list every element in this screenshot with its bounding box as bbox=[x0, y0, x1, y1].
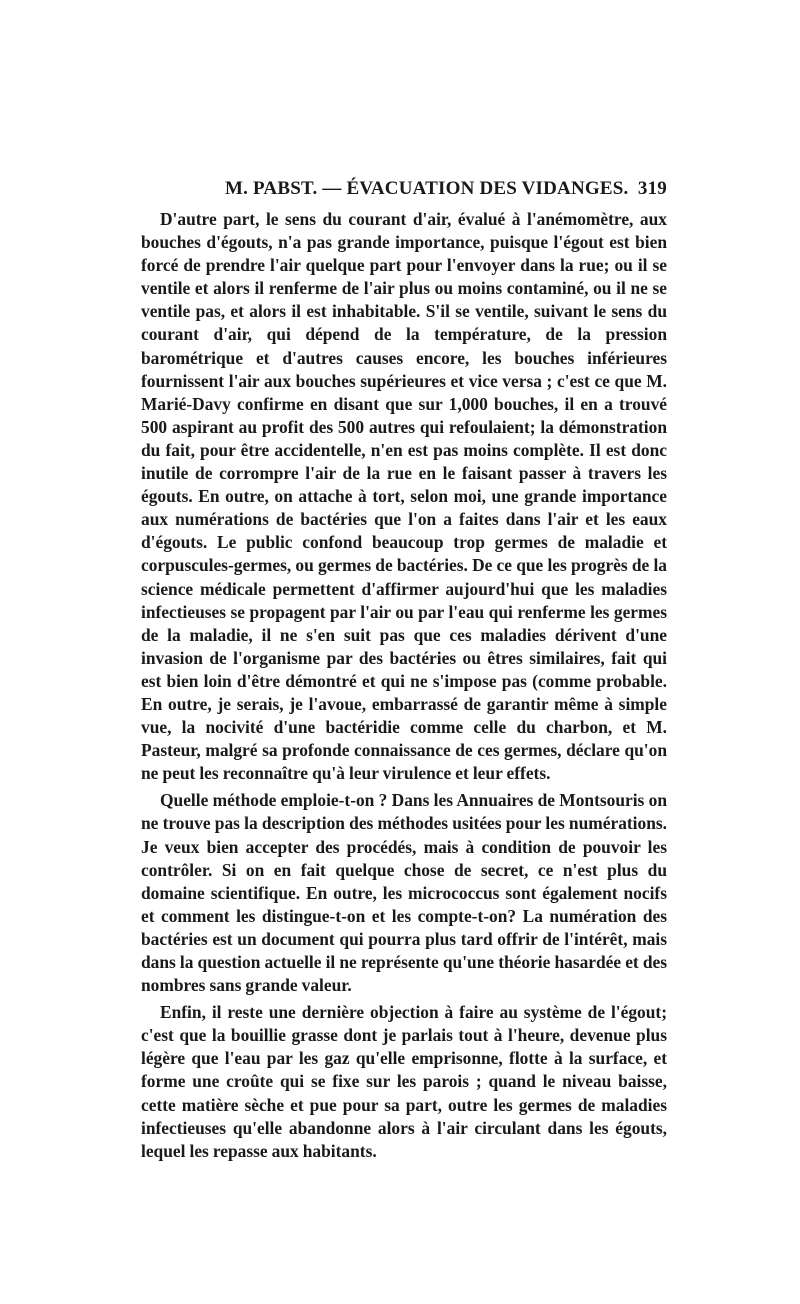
paragraph-ventilation: D'autre part, le sens du courant d'air, évalué à l'anémomètre, aux bouches d'égouts, n'a pas grande importance, puisque l'égout est bien forcé de prendre l'air quelque part pour l'envoyer dans la rue; ou il se ventile et alors il renferme de l'air plus ou moins contaminé, ou il ne se ventile pas, et alors il est inhabitable. S'il se ventile, suivant le sens du courant d'air, qui dépend de la température, de la pression barométrique et d'autres causes encore, les bouches inférieures fournissent l'air aux bouches supérieures et vice versa ; c'est ce que M. Marié-Davy confirme en disant que sur 1,000 bouches, il en a trouvé 500 aspirant au profit des 500 autres qui refoulaient; la démonstration du fait, pour être accidentelle, n'en est pas moins complète. Il est donc inutile de corrompre l'air de la rue en le faisant passer à travers les égouts. En outre, on attache à tort, selon moi, une grande importance aux numérations de bactéries que l'on a faites dans l'air et les eaux d'égouts. Le public confond beaucoup trop germes de maladie et corpuscules-germes, ou germes de bactéries. De ce que les progrès de la science médicale permettent d'affirmer aujourd'hui que les maladies infectieuses se propagent par l'air ou par l'eau qui renferme les germes de la maladie, il ne s'en suit pas que ces maladies dérivent d'une invasion de l'organisme par des bactéries ou êtres similaires, fait qui est bien loin d'être démontré et qui ne s'impose pas (comme probable. En outre, je serais, je l'avoue, embarrassé de garantir même à simple vue, la nocivité d'une bactéridie comme celle du charbon, et M. Pasteur, malgré sa profonde connaissance de ces germes, déclare qu'on ne peut les reconnaître qu'à leur virulence et leur effets. bbox=[141, 209, 667, 784]
paragraph-objection: Enfin, il reste une dernière objection à faire au système de l'égout; c'est que la bouillie grasse dont je parlais tout à l'heure, devenue plus légère que l'eau par les gaz qu'elle emprisonne, flotte à la surface, et forme une croûte qui se fixe sur les parois ; quand le niveau baisse, cette matière sèche et pue pour sa part, outre les germes de maladies infectieuses qu'elle abandonne alors à l'air circulant dans les égouts, lequel les repasse aux habitants. bbox=[141, 1002, 667, 1161]
body-text bbox=[141, 208, 667, 1163]
page-number: 319 bbox=[637, 178, 667, 199]
running-title: M. PABST. — ÉVACUATION DES VIDANGES. bbox=[225, 178, 629, 199]
paragraph-methods: Quelle méthode emploie-t-on ? Dans les Annuaires de Montsouris on ne trouve pas la description des méthodes usitées pour les numérations. Je veux bien accepter des procédés, mais à condition de pouvoir les contrôler. Si on en fait quelque chose de secret, ce n'est plus du domaine scientifique. En outre, les micrococcus sont également nocifs et comment les distingue-t-on et les compte-t-on? La numération des bactéries est un document qui pourra plus tard offrir de l'intérêt, mais dans la question actuelle il ne représente qu'une théorie hasardée et des nombres sans grande valeur. bbox=[141, 790, 667, 996]
running-head bbox=[141, 178, 667, 204]
